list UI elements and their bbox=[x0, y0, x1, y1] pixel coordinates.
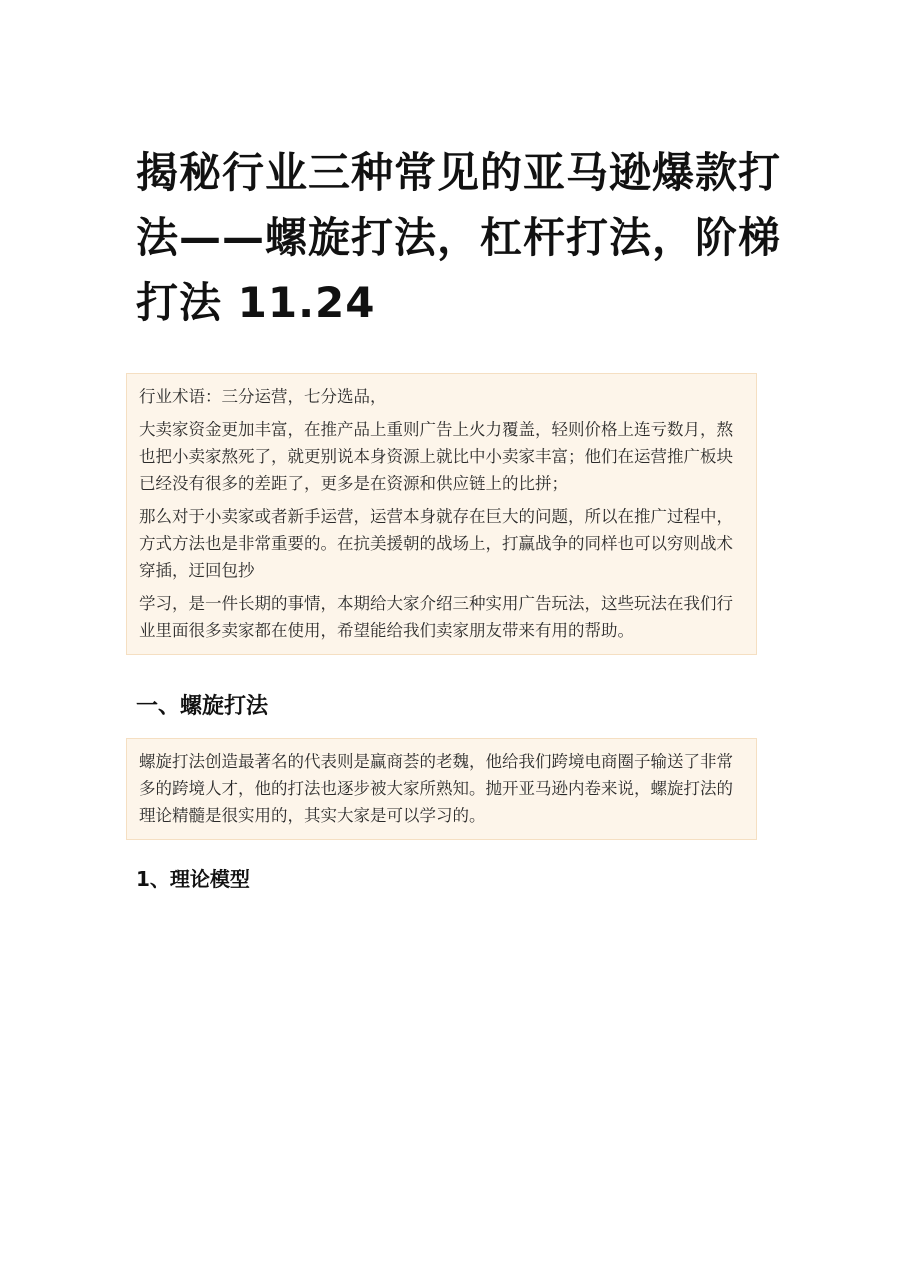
intro-paragraph-4: 学习，是一件长期的事情，本期给大家介绍三种实用广告玩法，这些玩法在我们行业里面很多卖家都在使用，希望能给我们卖家朋友带来有用的帮助。 bbox=[139, 594, 733, 640]
spiral-paragraph: 螺旋打法创造最著名的代表则是赢商荟的老魏，他给我们跨境电商圈子输送了非常多的跨境人才，他的打法也逐步被大家所熟知。抛开亚马逊内卷来说，螺旋打法的理论精髓是很实用的，其实大家是可以学习的。 bbox=[139, 752, 733, 825]
section-heading-spiral: 一、螺旋打法 bbox=[136, 694, 269, 719]
intro-paragraph-2: 大卖家资金更加丰富，在推产品上重则广告上火力覆盖，轻则价格上连亏数月，熬也把小卖家熬死了，就更别说本身资源上就比中小卖家丰富；他们在运营推广板块已经没有很多的差距了，更多是在资源和供应链上的比拼； bbox=[139, 420, 733, 493]
intro-callout bbox=[126, 373, 757, 655]
document-title: 揭秘行业三种常见的亚马逊爆款打法——螺旋打法，杠杆打法，阶梯打法 11.24 bbox=[136, 148, 782, 327]
intro-paragraph-1: 行业术语：三分运营，七分选品， bbox=[139, 387, 387, 406]
spiral-callout bbox=[126, 738, 757, 840]
subheading-theory-model: 1、理论模型 bbox=[136, 867, 250, 891]
intro-paragraph-3: 那么对于小卖家或者新手运营，运营本身就存在巨大的问题，所以在推广过程中，方式方法也是非常重要的。在抗美援朝的战场上，打赢战争的同样也可以穷则战术穿插，迂回包抄 bbox=[139, 507, 733, 580]
